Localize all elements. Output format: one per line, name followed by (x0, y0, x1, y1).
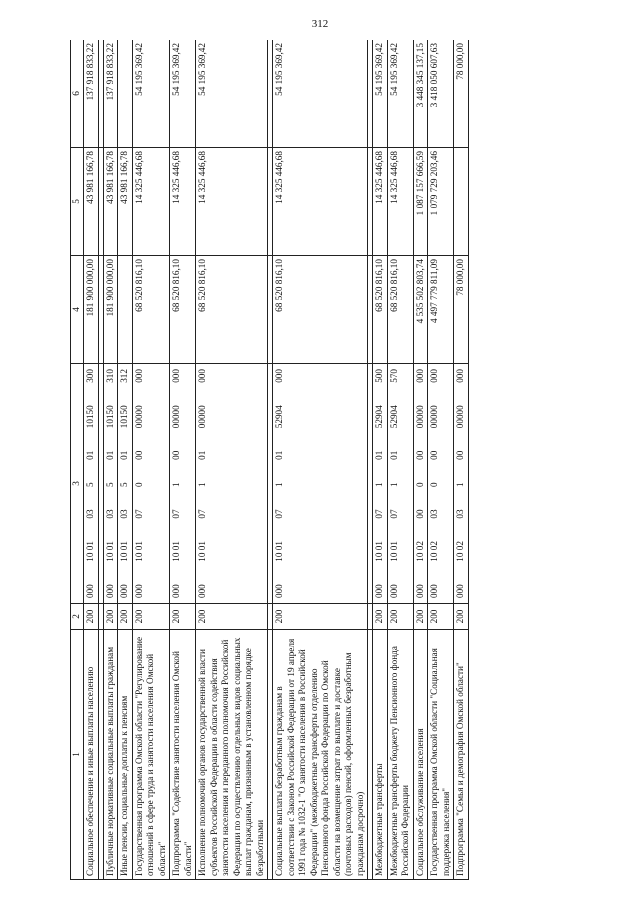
code-part: 000 (388, 584, 399, 598)
amount-col4-cell: 4 535 502 803,74 (413, 256, 428, 364)
code-part: 000 (414, 369, 425, 383)
admin-code-cell: 200 (387, 604, 413, 630)
code-part: 03 (429, 509, 439, 519)
code-part: 00000 (171, 405, 181, 429)
row-name-cell: Межбюджетные трансферты бюджету Пенсионного фонда Российской Федерации (387, 630, 413, 880)
row-name-cell: Иные пенсии, социальные доплаты к пенсиям (118, 630, 133, 880)
classification-code-cell (196, 364, 268, 604)
amount-col6-cell: 137 918 833,22 (103, 40, 118, 148)
code-part: 312 (119, 369, 129, 383)
code-part: 10 01 (133, 541, 144, 562)
amount-col4-cell: 68 520 816,10 (170, 256, 196, 364)
code-part: 00 (429, 450, 439, 460)
code-part: 00 (171, 450, 181, 460)
code-part: 000 (414, 584, 425, 598)
code-part: 00000 (455, 405, 465, 429)
code-part: 000 (85, 584, 95, 598)
code-part: 000 (197, 584, 207, 598)
code-part: 07 (133, 509, 144, 519)
code-part: 00000 (414, 405, 425, 429)
classification-code (274, 367, 286, 600)
amount-col5-cell: 1 079 729 203,46 (428, 148, 454, 256)
code-part: 000 (171, 369, 181, 383)
admin-code-cell: 200 (454, 604, 469, 630)
code-part: 5 (104, 482, 115, 487)
code-part: 01 (85, 450, 95, 460)
classification-code (429, 367, 441, 600)
amount-col6-cell (118, 40, 133, 148)
amount-col4-cell: 78 000,00 (454, 256, 469, 364)
table-row (413, 40, 428, 880)
code-part: 0 (414, 482, 425, 487)
row-name-cell: Социальные выплаты безработным гражданам в соответствии с Законом Российской Федерации от 19 апреля 1991 года № 1032-1 "О занятости населения в Российской Федерации" (межбюджетные трансферты отделению Пенсионного фонда Российской Федерации по Омской области на возмещение затрат по выплате и доставке (почтовых расходов) пенсий, оформленных безработным гражданам досрочно) (273, 630, 368, 880)
code-part: 00 (133, 450, 144, 460)
classification-code (455, 367, 467, 600)
code-part: 000 (171, 584, 181, 598)
row-name-cell: Государственная программа Омской области "Социальная поддержка населения" (428, 630, 454, 880)
code-part: 500 (374, 369, 384, 383)
code-part: 03 (85, 509, 95, 519)
column-header: 3 (71, 364, 84, 604)
column-header: 6 (71, 40, 84, 148)
amount-col5-cell (454, 148, 469, 256)
code-part: 000 (374, 584, 384, 598)
amount-col5-cell: 14 325 446,68 (373, 148, 388, 256)
classification-code (171, 367, 183, 600)
classification-code (197, 367, 209, 600)
code-part: 000 (133, 369, 144, 383)
admin-code-cell: 200 (132, 604, 170, 630)
code-part: 07 (274, 509, 284, 519)
row-name-cell: Социальное обслуживание населения (413, 630, 428, 880)
code-part: 03 (119, 509, 129, 519)
table-row (387, 40, 413, 880)
amount-col6-cell: 54 195 369,42 (196, 40, 268, 148)
amount-col6-cell: 3 448 345 137,15 (413, 40, 428, 148)
amount-col5-cell: 14 325 446,68 (387, 148, 413, 256)
amount-col4-cell: 4 497 779 811,09 (428, 256, 454, 364)
column-header: 2 (71, 604, 84, 630)
admin-code-cell: 200 (428, 604, 454, 630)
code-part: 000 (133, 584, 144, 598)
code-part: 07 (388, 509, 399, 519)
column-header: 1 (71, 630, 84, 880)
table-row (118, 40, 133, 880)
code-part: 03 (455, 509, 465, 519)
row-name-cell: Межбюджетные трансферты (373, 630, 388, 880)
table-row (428, 40, 454, 880)
code-part: 10 02 (455, 541, 465, 562)
table-row (196, 40, 268, 880)
classification-code-cell (454, 364, 469, 604)
amount-col4-cell: 68 520 816,10 (196, 256, 268, 364)
classification-code (105, 367, 117, 600)
classification-code (374, 367, 386, 600)
classification-code (85, 367, 97, 600)
amount-col6-cell: 54 195 369,42 (387, 40, 413, 148)
code-part: 07 (374, 509, 384, 519)
table-row (103, 40, 118, 880)
amount-col5-cell: 14 325 446,68 (132, 148, 170, 256)
classification-code-cell (387, 364, 413, 604)
code-part: 01 (104, 450, 115, 460)
table-row (170, 40, 196, 880)
code-part: 10150 (85, 405, 95, 429)
classification-code-cell (132, 364, 170, 604)
code-part: 00 (414, 509, 425, 519)
classification-code-cell (103, 364, 118, 604)
code-part: 03 (104, 509, 115, 519)
admin-code-cell: 200 (373, 604, 388, 630)
header-row (71, 40, 84, 880)
table-row (132, 40, 170, 880)
amount-col6-cell: 54 195 369,42 (373, 40, 388, 148)
row-name-cell: Исполнение полномочий органов государственной власти субъектов Российской Федерации в области содействия занятости населения и переданного полномочия Российской Федерации по осуществлению отдельных видов социальных выплат гражданам, признанным в установленном порядке безработными (196, 630, 268, 880)
admin-code-cell: 200 (84, 604, 99, 630)
amount-col5-cell: 14 325 446,68 (170, 148, 196, 256)
amount-col4-cell: 181 900 000,00 (103, 256, 118, 364)
row-name-cell: Социальное обеспечение и иные выплаты населению (84, 630, 99, 880)
page-number: 312 (311, 18, 329, 30)
code-part: 570 (388, 369, 399, 383)
code-part: 07 (197, 509, 207, 519)
row-name-cell: Подпрограмма "Семья и демография Омской области" (454, 630, 469, 880)
code-part: 10 01 (104, 541, 115, 562)
code-part: 10 01 (388, 541, 399, 562)
code-part: 000 (104, 584, 115, 598)
code-part: 10150 (104, 405, 115, 429)
admin-code-cell: 200 (196, 604, 268, 630)
table-body (84, 40, 469, 880)
code-part: 00000 (133, 405, 144, 429)
admin-code-cell: 200 (118, 604, 133, 630)
code-part: 10 02 (414, 541, 425, 562)
code-part: 52904 (274, 405, 284, 429)
budget-table (70, 40, 469, 880)
classification-code (415, 367, 427, 600)
amount-col5-cell: 43 981 166,78 (118, 148, 133, 256)
code-part: 52904 (374, 405, 384, 429)
code-part: 52904 (388, 405, 399, 429)
classification-code-cell (413, 364, 428, 604)
row-name-cell: Публичные нормативные социальные выплаты гражданам (103, 630, 118, 880)
code-part: 10 01 (85, 541, 95, 562)
code-part: 000 (429, 584, 439, 598)
amount-col6-cell: 54 195 369,42 (170, 40, 196, 148)
classification-code (389, 367, 401, 600)
row-name-cell: Государственная программа Омской области "Регулирование отношений в сфере труда и занятости населения Омской области" (132, 630, 170, 880)
code-part: 1 (455, 482, 465, 487)
amount-col6-cell: 54 195 369,42 (132, 40, 170, 148)
admin-code-cell: 200 (170, 604, 196, 630)
code-part: 1 (171, 482, 181, 487)
code-part: 0 (429, 482, 439, 487)
column-header: 5 (71, 148, 84, 256)
code-part: 01 (119, 450, 129, 460)
amount-col6-cell: 137 918 833,22 (84, 40, 99, 148)
code-part: 1 (374, 482, 384, 487)
code-part: 01 (197, 450, 207, 460)
code-part: 07 (171, 509, 181, 519)
code-part: 5 (85, 482, 95, 487)
code-part: 10150 (119, 405, 129, 429)
code-part: 310 (104, 369, 115, 383)
code-part: 10 01 (171, 541, 181, 562)
code-part: 01 (274, 450, 284, 460)
classification-code (134, 367, 146, 600)
code-part: 01 (388, 450, 399, 460)
amount-col4-cell: 68 520 816,10 (273, 256, 368, 364)
rotated-table-area (70, 40, 600, 880)
code-part: 00000 (197, 405, 207, 429)
amount-col4-cell: 68 520 816,10 (387, 256, 413, 364)
amount-col6-cell: 54 195 369,42 (273, 40, 368, 148)
code-part: 10 01 (274, 541, 284, 562)
amount-col5-cell: 14 325 446,68 (196, 148, 268, 256)
code-part: 0 (133, 482, 144, 487)
code-part: 1 (274, 482, 284, 487)
amount-col4-cell: 68 520 816,10 (373, 256, 388, 364)
table-row (454, 40, 469, 880)
rotated-table-container (70, 40, 600, 880)
amount-col5-cell: 43 981 166,78 (84, 148, 99, 256)
table-row (84, 40, 99, 880)
admin-code-cell: 200 (413, 604, 428, 630)
amount-col6-cell: 3 418 050 607,63 (428, 40, 454, 148)
code-part: 10 02 (429, 541, 439, 562)
classification-code-cell (118, 364, 133, 604)
code-part: 000 (455, 584, 465, 598)
code-part: 000 (119, 584, 129, 598)
code-part: 5 (119, 482, 129, 487)
classification-code-cell (428, 364, 454, 604)
amount-col5-cell: 14 325 446,68 (273, 148, 368, 256)
classification-code (119, 367, 131, 600)
classification-code-cell (373, 364, 388, 604)
code-part: 1 (388, 482, 399, 487)
table-row (273, 40, 368, 880)
code-part: 300 (85, 369, 95, 383)
code-part: 10 01 (374, 541, 384, 562)
code-part: 000 (274, 369, 284, 383)
amount-col6-cell: 78 000,00 (454, 40, 469, 148)
code-part: 000 (455, 369, 465, 383)
admin-code-cell: 200 (273, 604, 368, 630)
classification-code-cell (273, 364, 368, 604)
column-header: 4 (71, 256, 84, 364)
code-part: 00000 (429, 405, 439, 429)
code-part: 00 (455, 450, 465, 460)
classification-code-cell (170, 364, 196, 604)
amount-col5-cell: 1 087 157 666,59 (413, 148, 428, 256)
amount-col4-cell: 181 900 000,00 (84, 256, 99, 364)
code-part: 10 01 (197, 541, 207, 562)
amount-col5-cell: 43 981 166,78 (103, 148, 118, 256)
code-part: 00 (414, 450, 425, 460)
admin-code-cell: 200 (103, 604, 118, 630)
code-part: 10 01 (119, 541, 129, 562)
classification-code-cell (84, 364, 99, 604)
table-row (373, 40, 388, 880)
amount-col4-cell (118, 256, 133, 364)
code-part: 000 (274, 584, 284, 598)
code-part: 1 (197, 482, 207, 487)
code-part: 000 (429, 369, 439, 383)
code-part: 000 (197, 369, 207, 383)
amount-col4-cell: 68 520 816,10 (132, 256, 170, 364)
row-name-cell: Подпрограмма "Содействие занятости населения Омской области" (170, 630, 196, 880)
code-part: 01 (374, 450, 384, 460)
